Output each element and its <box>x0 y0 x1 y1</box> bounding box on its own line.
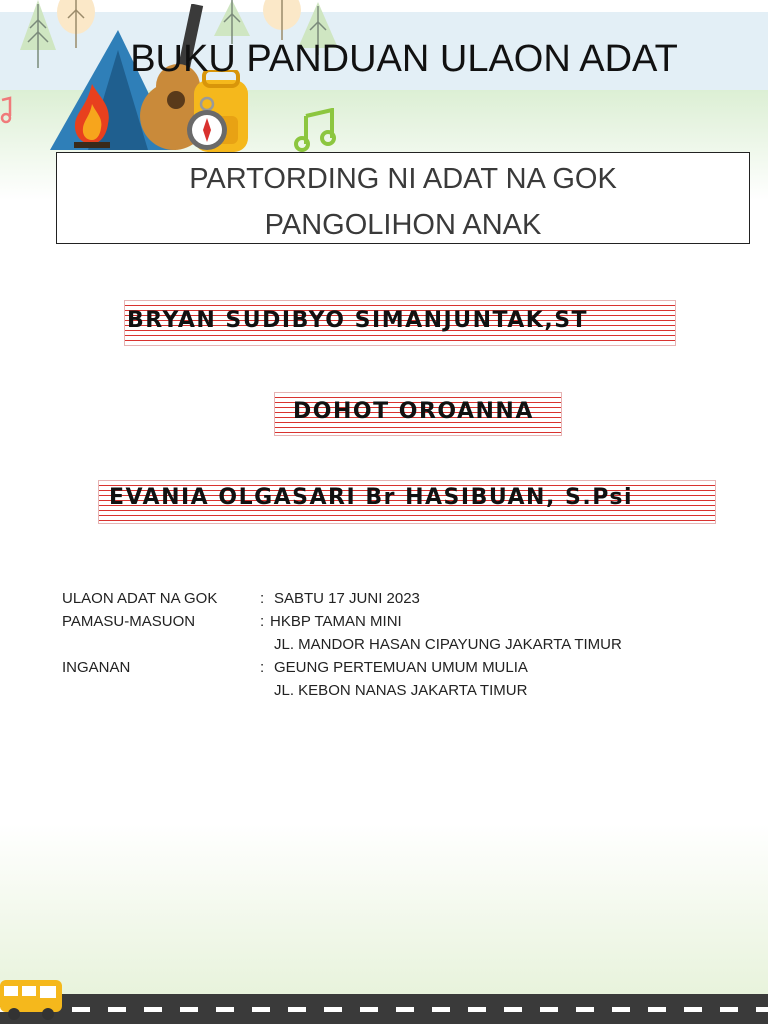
detail-value: HKBP TAMAN MINI <box>270 613 402 630</box>
road-markings <box>0 1007 768 1012</box>
subtitle-line-2: PANGOLIHON ANAK <box>264 209 542 241</box>
detail-row <box>62 613 742 636</box>
bus-icon <box>0 976 68 1020</box>
bottom-grass <box>0 824 768 994</box>
groom-name <box>124 300 676 346</box>
detail-label: INGANAN <box>62 659 131 676</box>
event-details <box>62 590 742 705</box>
detail-colon: : <box>260 590 265 607</box>
detail-row <box>62 636 742 659</box>
detail-colon: : <box>260 659 265 676</box>
detail-value: JL. MANDOR HASAN CIPAYUNG JAKARTA TIMUR <box>274 636 622 653</box>
subtitle-line-1: PARTORDING NI ADAT NA GOK <box>189 163 617 195</box>
detail-value: SABTU 17 JUNI 2023 <box>274 590 420 607</box>
detail-value: GEUNG PERTEMUAN UMUM MULIA <box>274 659 528 676</box>
document-title: BUKU PANDUAN ULAON ADAT <box>130 38 678 80</box>
detail-row <box>62 682 742 705</box>
detail-colon: : <box>260 613 265 630</box>
detail-label: ULAON ADAT NA GOK <box>62 590 218 607</box>
connector-text <box>274 392 562 436</box>
detail-row <box>62 590 742 613</box>
detail-row <box>62 659 742 682</box>
music-note-icon <box>0 96 12 126</box>
subtitle-box <box>56 152 750 244</box>
groom-name-text: BRYAN SUDIBYO SIMANJUNTAK,ST <box>127 308 589 333</box>
detail-label: PAMASU-MASUON <box>62 613 196 630</box>
connector-label: DOHOT OROANNA <box>293 399 534 424</box>
road <box>0 994 768 1024</box>
music-note-icon <box>294 108 338 152</box>
compass-icon <box>184 96 230 152</box>
detail-value: JL. KEBON NANAS JAKARTA TIMUR <box>274 682 528 699</box>
bride-name <box>98 480 716 524</box>
bride-name-text: EVANIA OLGASARI Br HASIBUAN, S.Psi <box>109 485 634 510</box>
campfire-icon <box>70 84 114 150</box>
